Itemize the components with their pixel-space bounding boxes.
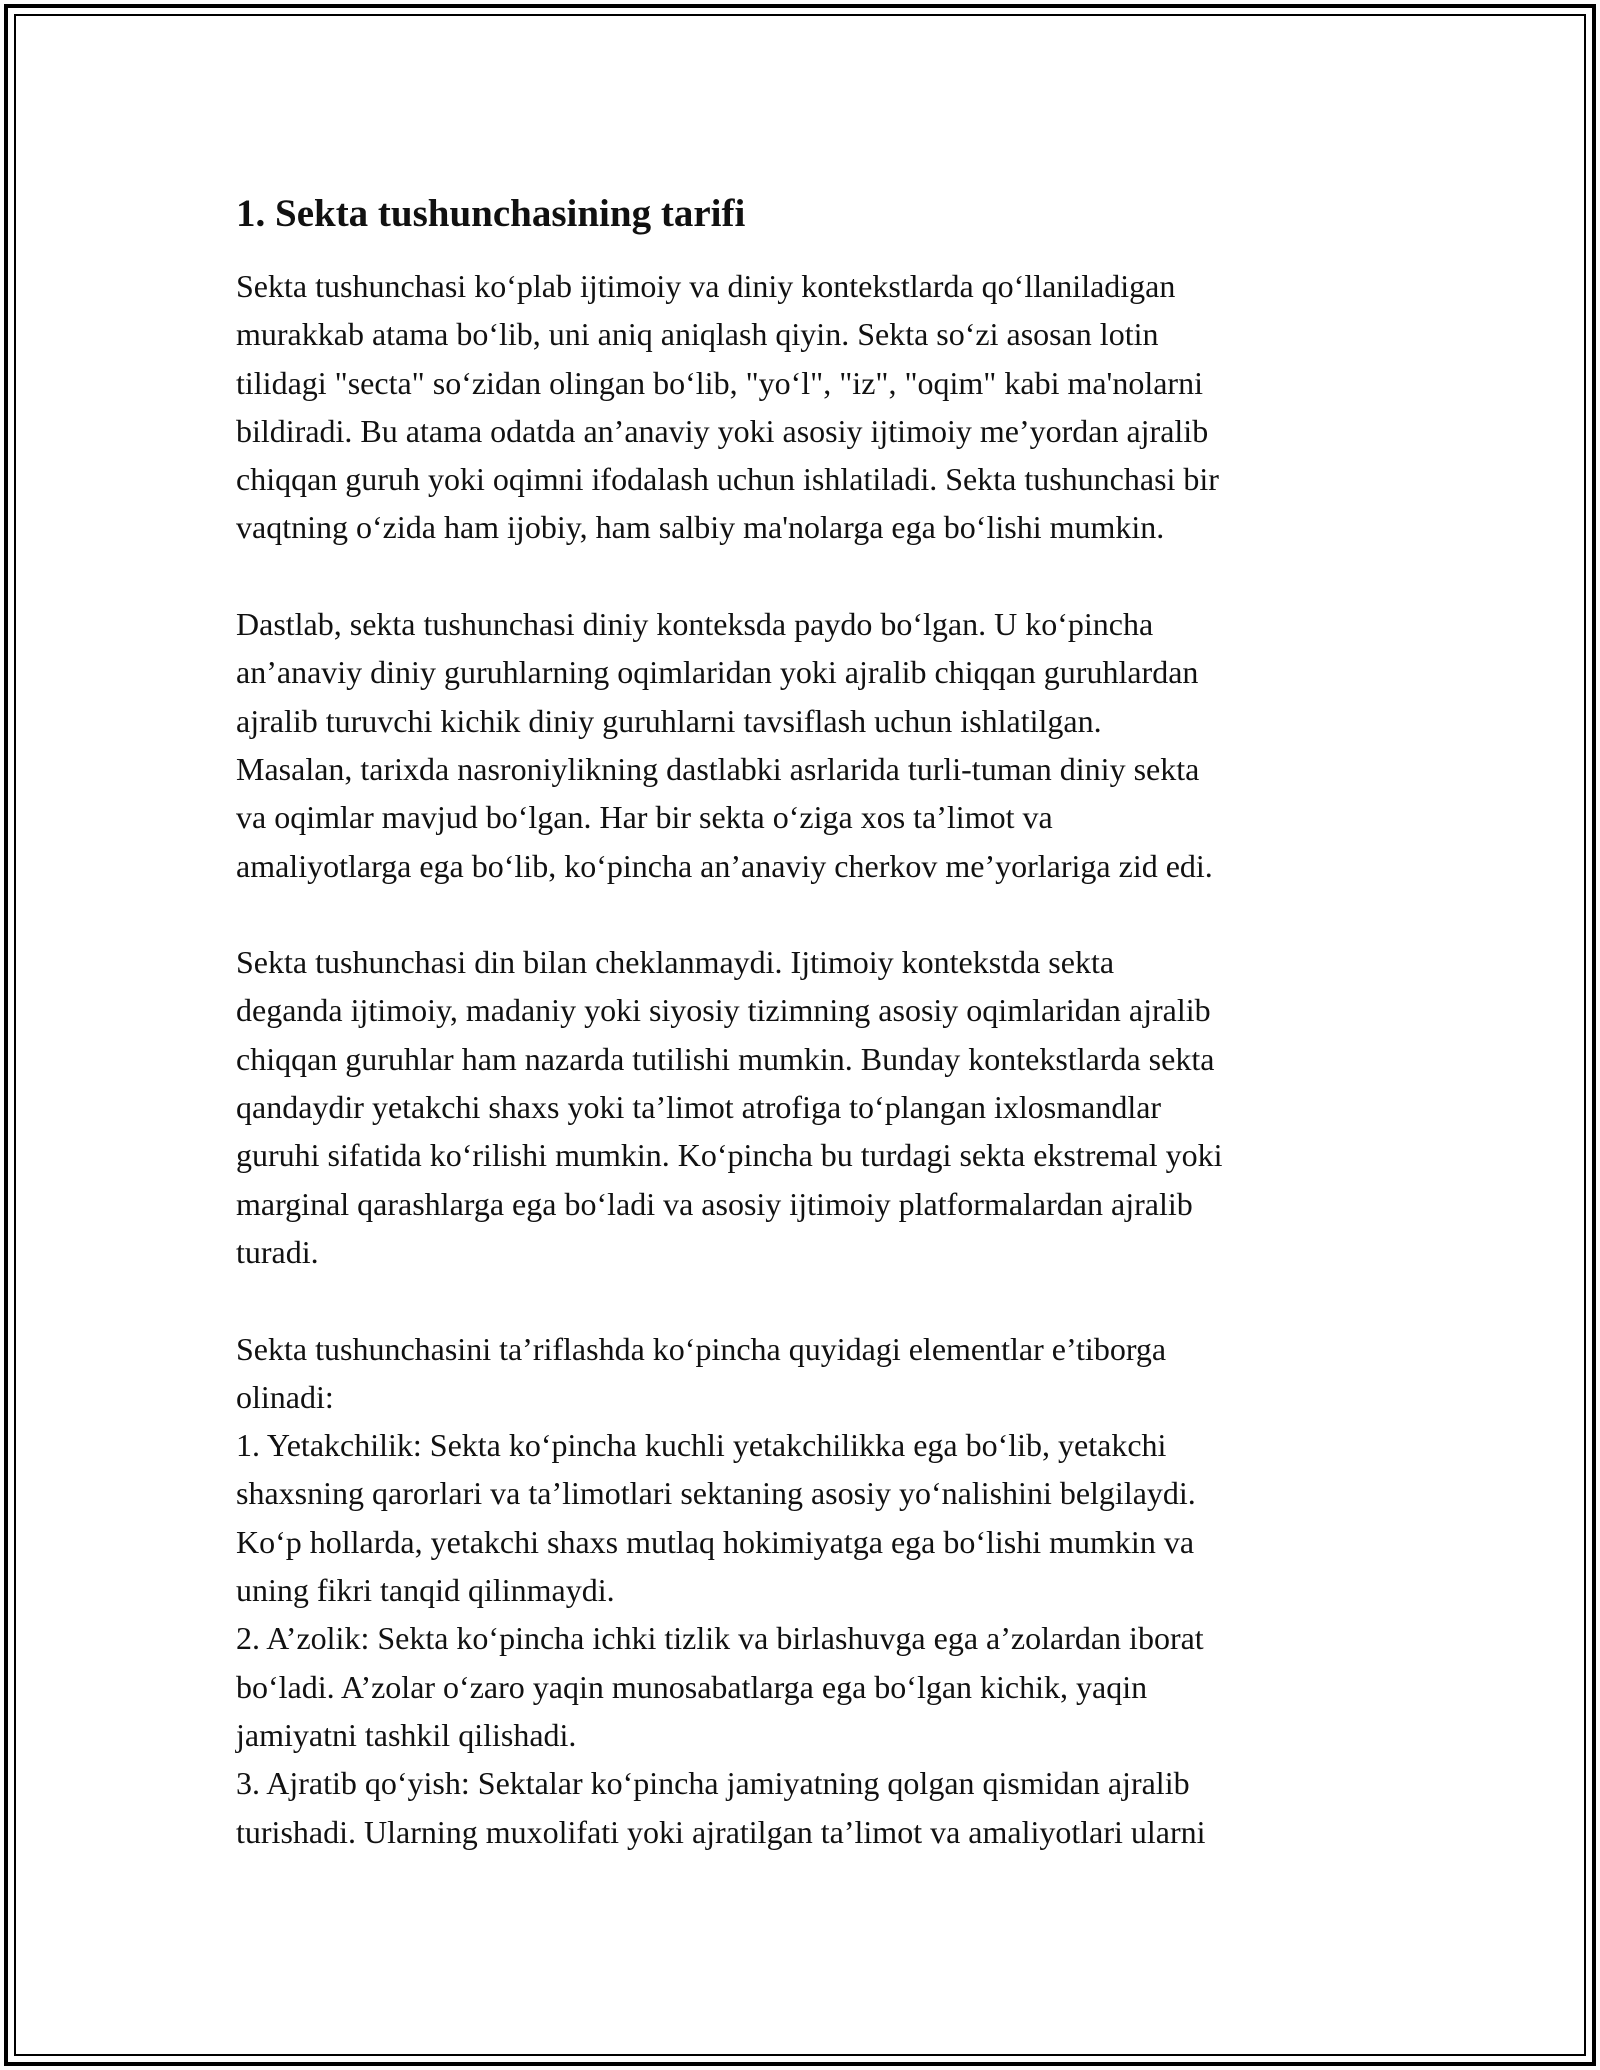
text-line: deganda ijtimoiy, madaniy yoki siyosiy tizimning asosiy oqimlaridan ajralib <box>236 992 1211 1029</box>
text-line: qandaydir yetakchi shaxs yoki ta’limot atrofiga to‘plangan ixlosmandlar <box>236 1089 1162 1126</box>
text-line: murakkab atama bo‘lib, uni aniq aniqlash qiyin. Sekta so‘zi asosan lotin <box>236 316 1159 353</box>
list-item-line: 1. Yetakchilik: Sekta ko‘pincha kuchli yetakchilikka ega bo‘lib, yetakchi <box>236 1427 1167 1464</box>
text-line: an’anaviy diniy guruhlarning oqimlaridan yoki ajralib chiqqan guruhlardan <box>236 654 1199 691</box>
text-line: guruhi sifatida ko‘rilishi mumkin. Ko‘pincha bu turdagi sekta ekstremal yoki <box>236 1137 1223 1174</box>
paragraph-3 <box>236 938 1386 1276</box>
text-line: amaliyotlarga ega bo‘lib, ko‘pincha an’anaviy cherkov me’yorlariga zid edi. <box>236 847 1213 884</box>
text-line: turadi. <box>236 1233 319 1270</box>
list-item-line: shaxsning qarorlari va ta’limotlari sektaning asosiy yo‘nalishini belgilaydi. <box>236 1475 1196 1512</box>
text-line: Sekta tushunchasi din bilan cheklanmaydi. Ijtimoiy kontekstda sekta <box>236 944 1115 981</box>
paragraph-4 <box>236 1325 1386 1856</box>
text-line: tilidagi "secta" so‘zidan olingan bo‘lib, "yo‘l", "iz", "oqim" kabi ma'nolarni <box>236 364 1203 401</box>
text-line: bildiradi. Bu atama odatda an’anaviy yoki asosiy ijtimoiy me’yordan ajralib <box>236 412 1209 449</box>
text-line: Masalan, tarixda nasroniylikning dastlabki asrlarida turli-tuman diniy sekta <box>236 750 1200 787</box>
list-item-line: uning fikri tanqid qilinmaydi. <box>236 1572 615 1609</box>
list-item-line: turishadi. Ularning muxolifati yoki ajratilgan ta’limot va amaliyotlari ularni <box>236 1813 1206 1850</box>
text-line: marginal qarashlarga ega bo‘ladi va asosiy ijtimoiy platformalardan ajralib <box>236 1185 1193 1222</box>
text-line: olinadi: <box>236 1378 334 1415</box>
list-item-line: jamiyatni tashkil qilishadi. <box>236 1716 577 1753</box>
text-line: chiqqan guruhlar ham nazarda tutilishi mumkin. Bunday kontekstlarda sekta <box>236 1040 1215 1077</box>
list-item-line: bo‘ladi. A’zolar o‘zaro yaqin munosabatlarga ega bo‘lgan kichik, yaqin <box>236 1668 1148 1705</box>
text-line: vaqtning o‘zida ham ijobiy, ham salbiy ma'nolarga ega bo‘lishi mumkin. <box>236 509 1165 546</box>
paragraph-1 <box>236 262 1386 552</box>
text-line: Dastlab, sekta tushunchasi diniy konteksda paydo bo‘lgan. U ko‘pincha <box>236 606 1154 643</box>
list-item-line: Ko‘p hollarda, yetakchi shaxs mutlaq hokimiyatga ega bo‘lishi mumkin va <box>236 1523 1195 1560</box>
paragraph-2 <box>236 600 1386 890</box>
text-line: ajralib turuvchi kichik diniy guruhlarni tavsiflash uchun ishlatilgan. <box>236 702 1102 739</box>
list-item-line: 3. Ajratib qo‘yish: Sektalar ko‘pincha jamiyatning qolgan qismidan ajralib <box>236 1765 1190 1802</box>
text-line: chiqqan guruh yoki oqimni ifodalash uchun ishlatiladi. Sekta tushunchasi bir <box>236 461 1219 498</box>
text-line: va oqimlar mavjud bo‘lgan. Har bir sekta o‘ziga xos ta’limot va <box>236 799 1053 836</box>
text-line: Sekta tushunchasini ta’riflashda ko‘pincha quyidagi elementlar e’tiborga <box>236 1330 1167 1367</box>
section-heading: 1. Sekta tushunchasining tarifi <box>236 192 746 235</box>
list-item-line: 2. A’zolik: Sekta ko‘pincha ichki tizlik va birlashuvga ega a’zolardan iborat <box>236 1620 1204 1657</box>
document-content <box>236 188 1386 1904</box>
text-line: Sekta tushunchasi ko‘plab ijtimoiy va diniy kontekstlarda qo‘llaniladigan <box>236 268 1176 304</box>
